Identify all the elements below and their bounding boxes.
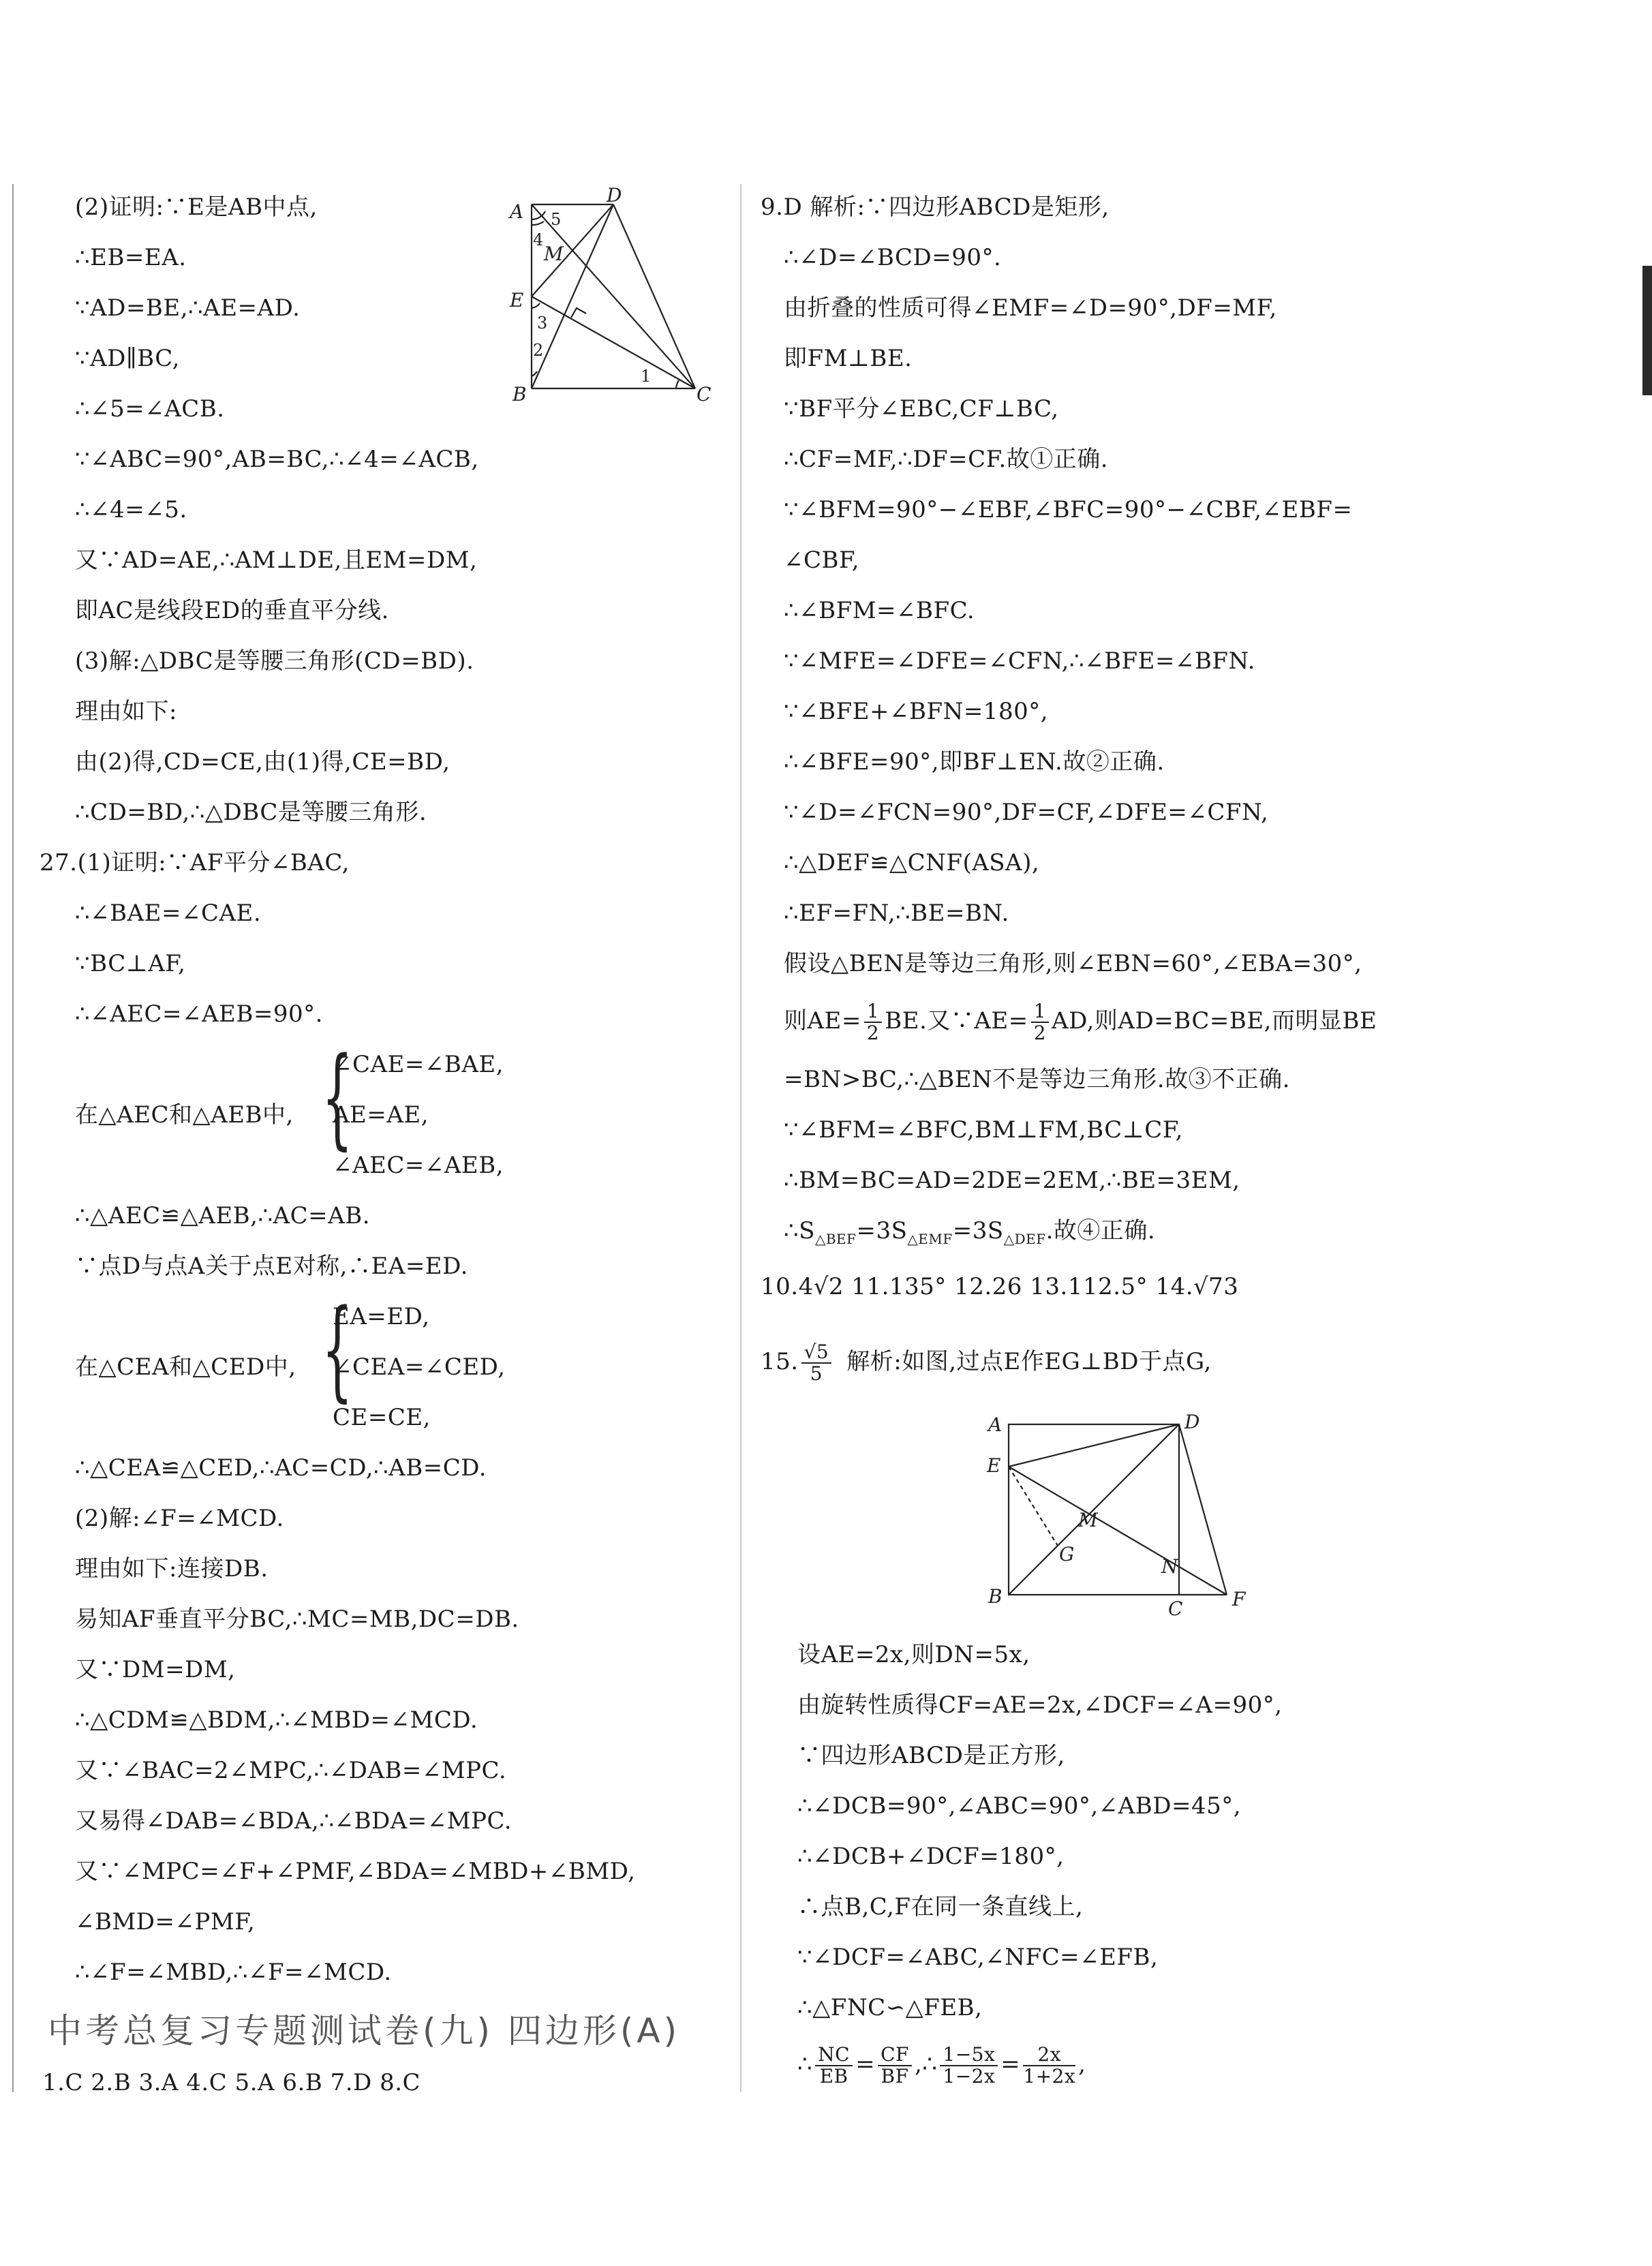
point-label: G [1059,1543,1075,1565]
text-line: 由旋转性质得CF=AE=2x,∠DCF=∠A=90°, [797,1691,1283,1719]
text-line: 由(2)得,CD=CE,由(1)得,CE=BD, [75,748,450,776]
text-line: ∵AD=BE,∴AE=AD. [75,294,301,322]
vertex-label: E [987,1454,1001,1477]
point-label: M [544,243,564,265]
text-segment: ,∴ [914,2051,938,2078]
point-label: M [1078,1509,1098,1531]
geometry-figure-1 [498,184,729,409]
text-line: 即AC是线段ED的垂直平分线. [75,597,389,624]
text-line: ∴∠DCB+∠DCF=180°, [797,1843,1065,1870]
fraction [864,1001,882,1043]
text-segment: = [855,2051,876,2078]
text-line: ∴∠BAE=∠CAE. [75,900,262,927]
numerator: √5 [801,1342,832,1364]
vertex-label: C [1168,1597,1183,1620]
text-segment: = [1000,2051,1021,2078]
text-line: ∴EB=EA. [75,244,187,271]
page-edge-tab [1642,266,1652,395]
subscript: △BEF [814,1230,857,1247]
text-line: (3)解:△DBC是等腰三角形(CD=BD). [75,647,474,675]
text-line: (2)解:∠F=∠MCD. [75,1505,284,1532]
numerator: NC [815,2045,853,2066]
numerator: 1−5x [940,2045,998,2066]
section-title: 中考总复习专题测试卷(九) 四边形(A) [48,2011,681,2051]
fraction [940,2045,998,2087]
denominator: 5 [810,1362,823,1385]
text-segment: .故④正确. [1045,1217,1156,1244]
denominator: EB [819,2065,848,2087]
text-line: ∴△AEC≌△AEB,∴AC=AB. [75,1202,371,1229]
text-line: ∴∠DCB=90°,∠ABC=90°,∠ABD=45°, [797,1792,1242,1820]
text-segment: 则AE= [784,1007,861,1035]
text-line: ∴△FNC∽△FEB, [797,1994,983,2021]
left-margin-rule [12,184,14,2092]
vertex-label: E [510,289,524,311]
fraction [815,2045,853,2087]
vertex-label: F [1232,1588,1246,1610]
vertex-label: D [607,184,622,206]
column-separator [740,184,741,2092]
angle-label: 5 [551,210,562,229]
text-segment: =3S [952,1217,1004,1244]
text-line: ∵BC⊥AF, [75,950,186,977]
answer-line: 10.4√2 11.135° 12.26 13.112.5° 14.√73 [761,1273,1239,1300]
vertex-label: A [988,1413,1003,1436]
text-line: ∴EF=FN,∴BE=BN. [784,900,1009,927]
text-line: ∵∠MFE=∠DFE=∠CFN,∴∠BFE=∠BFN. [784,647,1255,675]
area-line [784,1216,1155,1254]
subscript: △DEF [1003,1230,1046,1247]
text-line: 设AE=2x,则DN=5x, [797,1641,1030,1668]
left-brace: { [322,1033,353,1161]
text-segment: ∴ [797,2051,813,2078]
text-line: =BN>BC,∴△BEN不是等边三角形.故③不正确. [784,1066,1290,1093]
numerator: 1 [1031,1001,1049,1023]
denominator: 2 [1033,1022,1047,1044]
text-line: ∵四边形ABCD是正方形, [797,1742,1065,1769]
text-line: ∴△CEA≌△CED,∴AC=CD,∴AB=CD. [75,1454,487,1482]
text-line: ∵∠DCF=∠ABC,∠NFC=∠EFB, [797,1944,1159,1971]
denominator: 1+2x [1023,2065,1076,2087]
text-line: ∴∠F=∠MBD,∴∠F=∠MCD. [75,1959,392,1986]
text-line: 又∵∠MPC=∠F+∠PMF,∠BDA=∠MBD+∠BMD, [75,1858,636,1885]
system-row: ∠CEA=∠CED, [333,1353,506,1381]
text-line: 9.D 解析:∵四边形ABCD是矩形, [761,194,1110,221]
text-line: ∵点D与点A关于点E对称,∴EA=ED. [75,1253,468,1280]
angle-label: 4 [533,230,544,249]
text-segment: 解析:如图,过点E作EG⊥BD于点G, [846,1348,1212,1375]
denominator: 2 [866,1022,880,1044]
text-line: ∵∠BFM=∠BFC,BM⊥FM,BC⊥CF, [784,1116,1183,1144]
text-line: ∠CBF, [784,547,860,574]
angle-label: 3 [537,313,548,333]
text-line: 又∵∠BAC=2∠MPC,∴∠DAB=∠MPC. [75,1757,507,1784]
q15-line [761,1340,1212,1384]
subscript: △EMF [907,1230,953,1247]
fraction [878,2045,912,2087]
text-line: 理由如下: [75,698,177,725]
text-line: ∵∠D=∠FCN=90°,DF=CF,∠DFE=∠CFN, [784,799,1269,826]
text-line: ∠BMD=∠PMF, [75,1908,256,1935]
text-line: 又∵DM=DM, [75,1656,236,1683]
ratio-line [797,2040,1086,2088]
system-prefix: 在△CEA和△CED中, [75,1353,296,1381]
point-label: N [1161,1555,1178,1578]
numerator: 1 [864,1001,882,1023]
vertex-label: D [1184,1411,1200,1433]
system-row: ∠AEC=∠AEB, [333,1152,504,1179]
numerator: CF [878,2045,912,2066]
system-row: CE=CE, [333,1404,431,1431]
angle-label: 2 [533,341,544,360]
text-line: 假设△BEN是等边三角形,则∠EBN=60°,∠EBA=30°, [784,950,1362,977]
system-row: AE=AE, [333,1101,429,1129]
left-brace: { [322,1285,353,1413]
text-line: ∴∠D=∠BCD=90°. [784,244,1002,271]
text-line: (2)证明:∵E是AB中点, [75,194,318,221]
text-line: 即FM⊥BE. [784,345,913,372]
text-line: ∵BF平分∠EBC,CF⊥BC, [784,395,1059,423]
vertex-label: B [988,1585,1003,1608]
text-line: ∵AD∥BC, [75,345,180,372]
text-line: ∵∠ABC=90°,AB=BC,∴∠4=∠ACB, [75,446,479,473]
text-line: 由折叠的性质可得∠EMF=∠D=90°,DF=MF, [784,294,1277,322]
system-prefix: 在△AEC和△AEB中, [75,1101,294,1129]
text-line: ∴点B,C,F在同一条直线上, [797,1893,1084,1920]
fraction [801,1342,832,1384]
text-segment: , [1078,2051,1086,2078]
text-line: ∴CF=MF,∴DF=CF.故①正确. [784,446,1109,473]
fraction [1031,1001,1049,1043]
text-line: ∵∠BFM=90°−∠EBF,∠BFC=90°−∠CBF,∠EBF= [784,496,1353,523]
angle-label: 1 [641,367,652,386]
text-line: ∵∠BFE+∠BFN=180°, [784,698,1049,725]
system-row: EA=ED, [333,1303,430,1330]
denominator: 1−2x [943,2065,996,2087]
fraction-line [784,999,1377,1043]
geometry-figure-2 [968,1404,1268,1622]
numerator: 2x [1023,2045,1075,2066]
text-segment: =3S [856,1217,908,1244]
text-line: ∴∠BFM=∠BFC. [784,597,975,624]
text-line: ∴△CDM≌△BDM,∴∠MBD=∠MCD. [75,1706,478,1734]
system-row: ∠CAE=∠BAE, [333,1051,504,1078]
text-line: ∴∠5=∠ACB. [75,395,225,423]
text-line: 又易得∠DAB=∠BDA,∴∠BDA=∠MPC. [75,1807,513,1835]
text-line: ∴∠4=∠5. [75,496,187,523]
question-number: 15. [761,1348,799,1375]
text-line: ∴CD=BD,∴△DBC是等腰三角形. [75,799,427,826]
vertex-label: A [510,200,524,223]
text-line: 27.(1)证明:∵AF平分∠BAC, [40,849,350,876]
text-segment: ∴S [784,1217,815,1244]
text-line: ∴∠AEC=∠AEB=90°. [75,1000,323,1028]
fraction [1023,2045,1075,2087]
text-line: 又∵AD=AE,∴AM⊥DE,且EM=DM, [75,547,478,574]
denominator: BF [881,2065,909,2087]
text-segment: BE.又∵AE= [885,1007,1028,1035]
text-line: 易知AF垂直平分BC,∴MC=MB,DC=DB. [75,1606,519,1633]
text-line: ∴∠BFE=90°,即BF⊥EN.故②正确. [784,748,1165,776]
text-line: ∴BM=BC=AD=2DE=2EM,∴BE=3EM, [784,1167,1240,1194]
answer-key: 1.C 2.B 3.A 4.C 5.A 6.B 7.D 8.C [42,2069,421,2096]
text-line: 理由如下:连接DB. [75,1555,269,1582]
vertex-label: C [697,383,712,405]
text-line: ∴△DEF≌△CNF(ASA), [784,849,1040,876]
vertex-label: B [513,383,527,405]
text-segment: AD,则AD=BC=BE,而明显BE [1052,1007,1377,1035]
